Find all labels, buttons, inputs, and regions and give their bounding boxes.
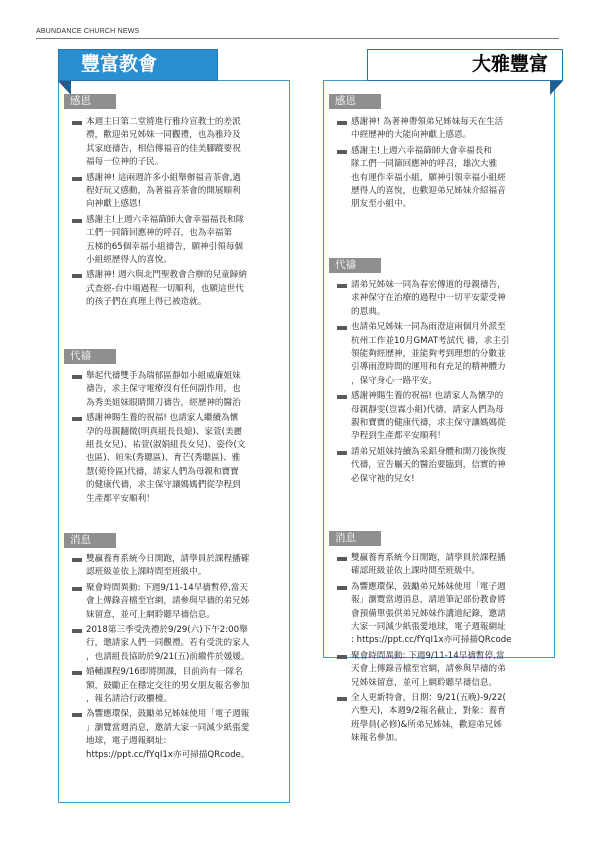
item-line: 程好玩又感動，為著福音茶會的開展順利 — [86, 186, 241, 197]
item-line: 求神保守在治療的過程中一切平安蒙受神 — [351, 293, 506, 304]
list-item — [335, 116, 549, 143]
item-text — [86, 624, 284, 664]
item-line: 感謝神賜生養的祝福! 也請家人為懷孕的 — [351, 391, 504, 402]
item-line: 請弟兄姊妹一同為春宏傳道的母親禱告， — [351, 280, 506, 290]
right-banner-title: 大雅豐富 — [471, 53, 548, 75]
item-line: 報」瀏覽當週消息，請道筆記部份教會將 — [351, 595, 506, 606]
item-line: 慧(菀伶區)代禱，請家人們為母親和寶寶 — [86, 466, 239, 477]
newsletter-title: ABUNDANCE CHURCH NEWS — [36, 28, 140, 35]
item-text — [86, 553, 284, 580]
item-line: 朋友至小組中。 — [351, 199, 412, 210]
item-line: 雙贏養育系統今日開跑，請學員於課程播 — [351, 553, 506, 563]
list-item — [70, 553, 284, 580]
item-line: 確認班級並依上課時間至班級中。 — [351, 566, 480, 577]
item-text — [351, 552, 549, 579]
item-line: ，報名請洽行政櫃檯。 — [86, 694, 172, 705]
square-bullet-icon — [337, 395, 347, 399]
item-line: 也請弟兄姊妹一同為雨澄這兩個月外派至 — [351, 322, 506, 333]
square-bullet-icon — [337, 655, 347, 659]
item-line: 會上傳錄音檔至官網，請參與早禱的弟兄姊 — [86, 596, 250, 607]
right-banner-fold — [550, 81, 563, 95]
item-text — [86, 370, 284, 410]
right-section-2-list — [335, 552, 549, 748]
item-line: 的健康代禱，求主保守讓媽媽們從孕程到 — [86, 480, 241, 491]
item-text — [86, 214, 284, 268]
item-line: 妹報名參加。 — [351, 733, 403, 744]
item-line: 為秀美姐妹眼睛開刀禱告，經歷神的醫治 — [86, 397, 241, 408]
item-line: 班學員(必修)&所弟兄姊妹，歡迎弟兄姊 — [351, 719, 502, 730]
list-item — [70, 666, 284, 706]
list-item — [70, 624, 284, 664]
item-text — [351, 692, 549, 746]
item-line: 代禱，宣告屬天的醫治要臨到，信實的神 — [351, 460, 506, 471]
item-text — [86, 116, 284, 170]
item-line: 」瀏覽當週消息，邀請大家一同減少紙張愛 — [86, 722, 250, 733]
item-text — [351, 581, 549, 648]
item-text — [351, 650, 549, 690]
item-line: 舉起代禱雙手為瑞郁區靜如小組威廉姐妹 — [86, 371, 241, 381]
square-bullet-icon — [72, 177, 82, 181]
square-bullet-icon — [337, 557, 347, 561]
item-line: 的恩典。 — [351, 306, 386, 317]
left-section-1-list — [70, 370, 284, 508]
item-line: 請弟兄姐妹持續為采鋁身體和開刀後恢復 — [351, 446, 506, 457]
left-section-0-list — [70, 116, 284, 312]
item-text — [86, 172, 284, 212]
right-section-1-header: 代禱 — [329, 258, 381, 273]
item-line: 歷得人的喜悅，也歡迎弟兄姊妹介紹福音 — [351, 186, 506, 197]
left-section-1-header: 代禱 — [64, 349, 116, 364]
item-line: 中經歷神的大能向神獻上感恩。 — [351, 130, 472, 141]
list-item — [70, 214, 284, 268]
item-line: 感謝神賜生養的祝福! 也請家人繼續為懷 — [86, 413, 239, 424]
item-line: 本週主日第二堂將進行雅玲宣教士的差派 — [86, 117, 241, 127]
item-text — [86, 666, 284, 706]
right-section-0-header: 感恩 — [329, 94, 381, 109]
item-line: 也有運作幸福小組，願神引領幸福小組經 — [351, 172, 506, 183]
left-banner-title: 豐富教會 — [81, 53, 158, 75]
item-line: 母親靜雯(豈霖小組)代禱，請家人們為母 — [351, 404, 504, 415]
item-text — [86, 582, 284, 622]
square-bullet-icon — [72, 558, 82, 562]
item-line: 聚會時間異動: 下週9/11-14早禱暫停,當天 — [86, 582, 249, 593]
square-bullet-icon — [72, 219, 82, 223]
list-item — [335, 692, 549, 746]
item-text — [351, 446, 549, 486]
item-line: 會預備單張供弟兄姊妹作講道紀錄，邀請 — [351, 608, 506, 619]
item-text — [351, 321, 549, 388]
item-line: 感謝神! 為著神帶領弟兄姊妹每天在生活 — [351, 117, 504, 127]
item-line: 雙贏養育系統今日開跑，請學員於課程播確 — [86, 554, 250, 564]
item-line: 親和寶寶的健康代禱，求主保守讓媽媽從 — [351, 418, 506, 429]
left-banner-fold — [58, 81, 71, 95]
item-line: 必保守祂的兒女! — [351, 473, 415, 484]
item-line: 福每一位神的子民。 — [86, 157, 164, 168]
item-line: 天會上傳錄音檔至官網，請參與早禱的弟 — [351, 664, 506, 675]
item-line: 孕程到生產都平安順利！ — [351, 431, 446, 442]
item-line: 引導雨澄時間的運用和有充足的精神體力 — [351, 362, 506, 373]
item-line: 向神獻上感恩! — [86, 199, 142, 210]
item-line: 式查經-台中場過程一切順利，也願這世代 — [86, 283, 244, 294]
square-bullet-icon — [337, 150, 347, 154]
square-bullet-icon — [72, 713, 82, 717]
item-text — [86, 412, 284, 506]
item-line: 大家一同減少紙張愛地球，電子週報網址 — [351, 622, 506, 633]
newsletter-header — [36, 26, 559, 40]
right-section-2-header: 消息 — [329, 531, 381, 546]
item-line: 小組經歷得人的喜悅。 — [86, 255, 172, 266]
item-line: 感謝神! 週六與北門聖教會合辦的兒童歸納 — [86, 270, 247, 281]
item-line: 隊工們一同篩回應神的呼召，雄次大雅 — [351, 159, 498, 170]
right-section-1-list — [335, 279, 549, 488]
item-line: 2018第三季受洗禮於9/29(六)下午2:00舉 — [86, 625, 248, 636]
item-line: 生產都平安順利！ — [86, 493, 155, 504]
list-item — [335, 552, 549, 579]
item-text — [351, 390, 549, 444]
item-text — [351, 145, 549, 212]
list-item — [70, 370, 284, 410]
list-item — [335, 581, 549, 648]
item-line: 感謝神! 這兩週許多小組舉辦福音茶會,過 — [86, 172, 242, 183]
list-item — [70, 269, 284, 309]
right-banner — [367, 49, 563, 81]
item-text — [86, 708, 284, 762]
item-line: 其家庭禱告，相信傳福音的佳美腳蹤要祝 — [86, 143, 241, 154]
item-line: 領能夠經歷神，並能夠考到理想的分數並 — [351, 349, 506, 360]
left-section-0-header: 感恩 — [64, 94, 116, 109]
item-line: : https://ppt.cc/fYqI1x亦可掃描QRcode — [351, 635, 512, 646]
item-line: 六整天)，本週9/2報名截止，對象：養育 — [351, 706, 506, 717]
square-bullet-icon — [337, 121, 347, 125]
square-bullet-icon — [72, 587, 82, 591]
item-line: 婚輔課程9/16即將開課，目前尚有一隊名 — [86, 667, 243, 678]
left-section-2-list — [70, 553, 284, 764]
list-item — [335, 279, 549, 319]
square-bullet-icon — [337, 284, 347, 288]
square-bullet-icon — [337, 451, 347, 455]
square-bullet-icon — [72, 417, 82, 421]
list-item — [70, 582, 284, 622]
list-item — [70, 412, 284, 506]
item-line: 為響應環保，鼓勵弟兄姊妹使用「電子週報 — [86, 709, 250, 720]
item-line: 孕的母親翻微(明真組長長媳)、家萱(美麗 — [86, 426, 243, 437]
left-banner — [58, 49, 218, 81]
square-bullet-icon — [337, 697, 347, 701]
item-line: 禮，歡迎弟兄姊妹一同觀禮，也為雅玲及 — [86, 130, 241, 141]
item-line: 兄姊妹留意，並可上網聆聽早禱信息。 — [351, 677, 498, 688]
item-line: ，也請組長協助於9/21(五)前繳件於媛媛。 — [86, 651, 250, 662]
item-line: 杭州工作並10月GMAT考試代 禱，求主引 — [351, 335, 510, 346]
square-bullet-icon — [72, 274, 82, 278]
item-text — [351, 116, 549, 143]
item-line: 工們一同篩回應神的呼召，也為幸福第 — [86, 228, 233, 239]
item-line: 額，鼓勵正在穩定交往的男女朋友報名參加 — [86, 680, 250, 691]
item-line: 組長女兒)、祐萱(淑娟組長女兒)、姿伶(文 — [86, 440, 246, 451]
list-item — [335, 145, 549, 212]
item-line: 的孩子們在真理上得已被造就。 — [86, 297, 207, 308]
square-bullet-icon — [72, 671, 82, 675]
list-item — [335, 446, 549, 486]
item-line: 禱告，求主保守電療沒有任何副作用，也 — [86, 384, 241, 395]
item-line: 全人更新特會，日期：9/21(五晚)-9/22( — [351, 693, 506, 704]
item-line: 地球，電子週報網址: — [86, 736, 167, 747]
list-item — [70, 116, 284, 170]
list-item — [70, 172, 284, 212]
item-line: https://ppt.cc/fYqI1x亦可掃描QRcode。 — [86, 749, 250, 760]
list-item — [335, 390, 549, 444]
item-text — [351, 279, 549, 319]
item-line: ，保守身心一路平安。 — [351, 375, 437, 386]
square-bullet-icon — [72, 375, 82, 379]
item-line: 行，邀請家人們一同觀禮。若有受洗的家人 — [86, 638, 250, 649]
right-section-0-list — [335, 116, 549, 214]
list-item — [70, 708, 284, 762]
item-line: 感謝主!上週六幸福篩師大會幸福長和 — [351, 145, 492, 156]
square-bullet-icon — [72, 121, 82, 125]
item-text — [86, 269, 284, 309]
square-bullet-icon — [337, 326, 347, 330]
item-line: 聚會時間異動: 下週9/11-14早禱暫停,當 — [351, 650, 505, 661]
left-section-2-header: 消息 — [64, 533, 116, 548]
item-line: 為響應環保，鼓勵弟兄姊妹使用「電子週 — [351, 581, 506, 592]
header-rule — [36, 38, 559, 39]
item-line: 認班級並依上課時間至班級中。 — [86, 567, 207, 578]
square-bullet-icon — [337, 586, 347, 590]
item-line: 也區)、姮朱(秀聰區)、育芒(秀聰區)、雅 — [86, 453, 241, 464]
item-line: 妹留意，並可上網聆聽早禱信息。 — [86, 609, 215, 620]
item-line: 感謝主!上週六幸福篩師大會幸福福長和隊 — [86, 214, 245, 225]
list-item — [335, 650, 549, 690]
item-line: 五梯的65個幸福小組禱告，願神引領每個 — [86, 241, 244, 252]
square-bullet-icon — [72, 629, 82, 633]
list-item — [335, 321, 549, 388]
